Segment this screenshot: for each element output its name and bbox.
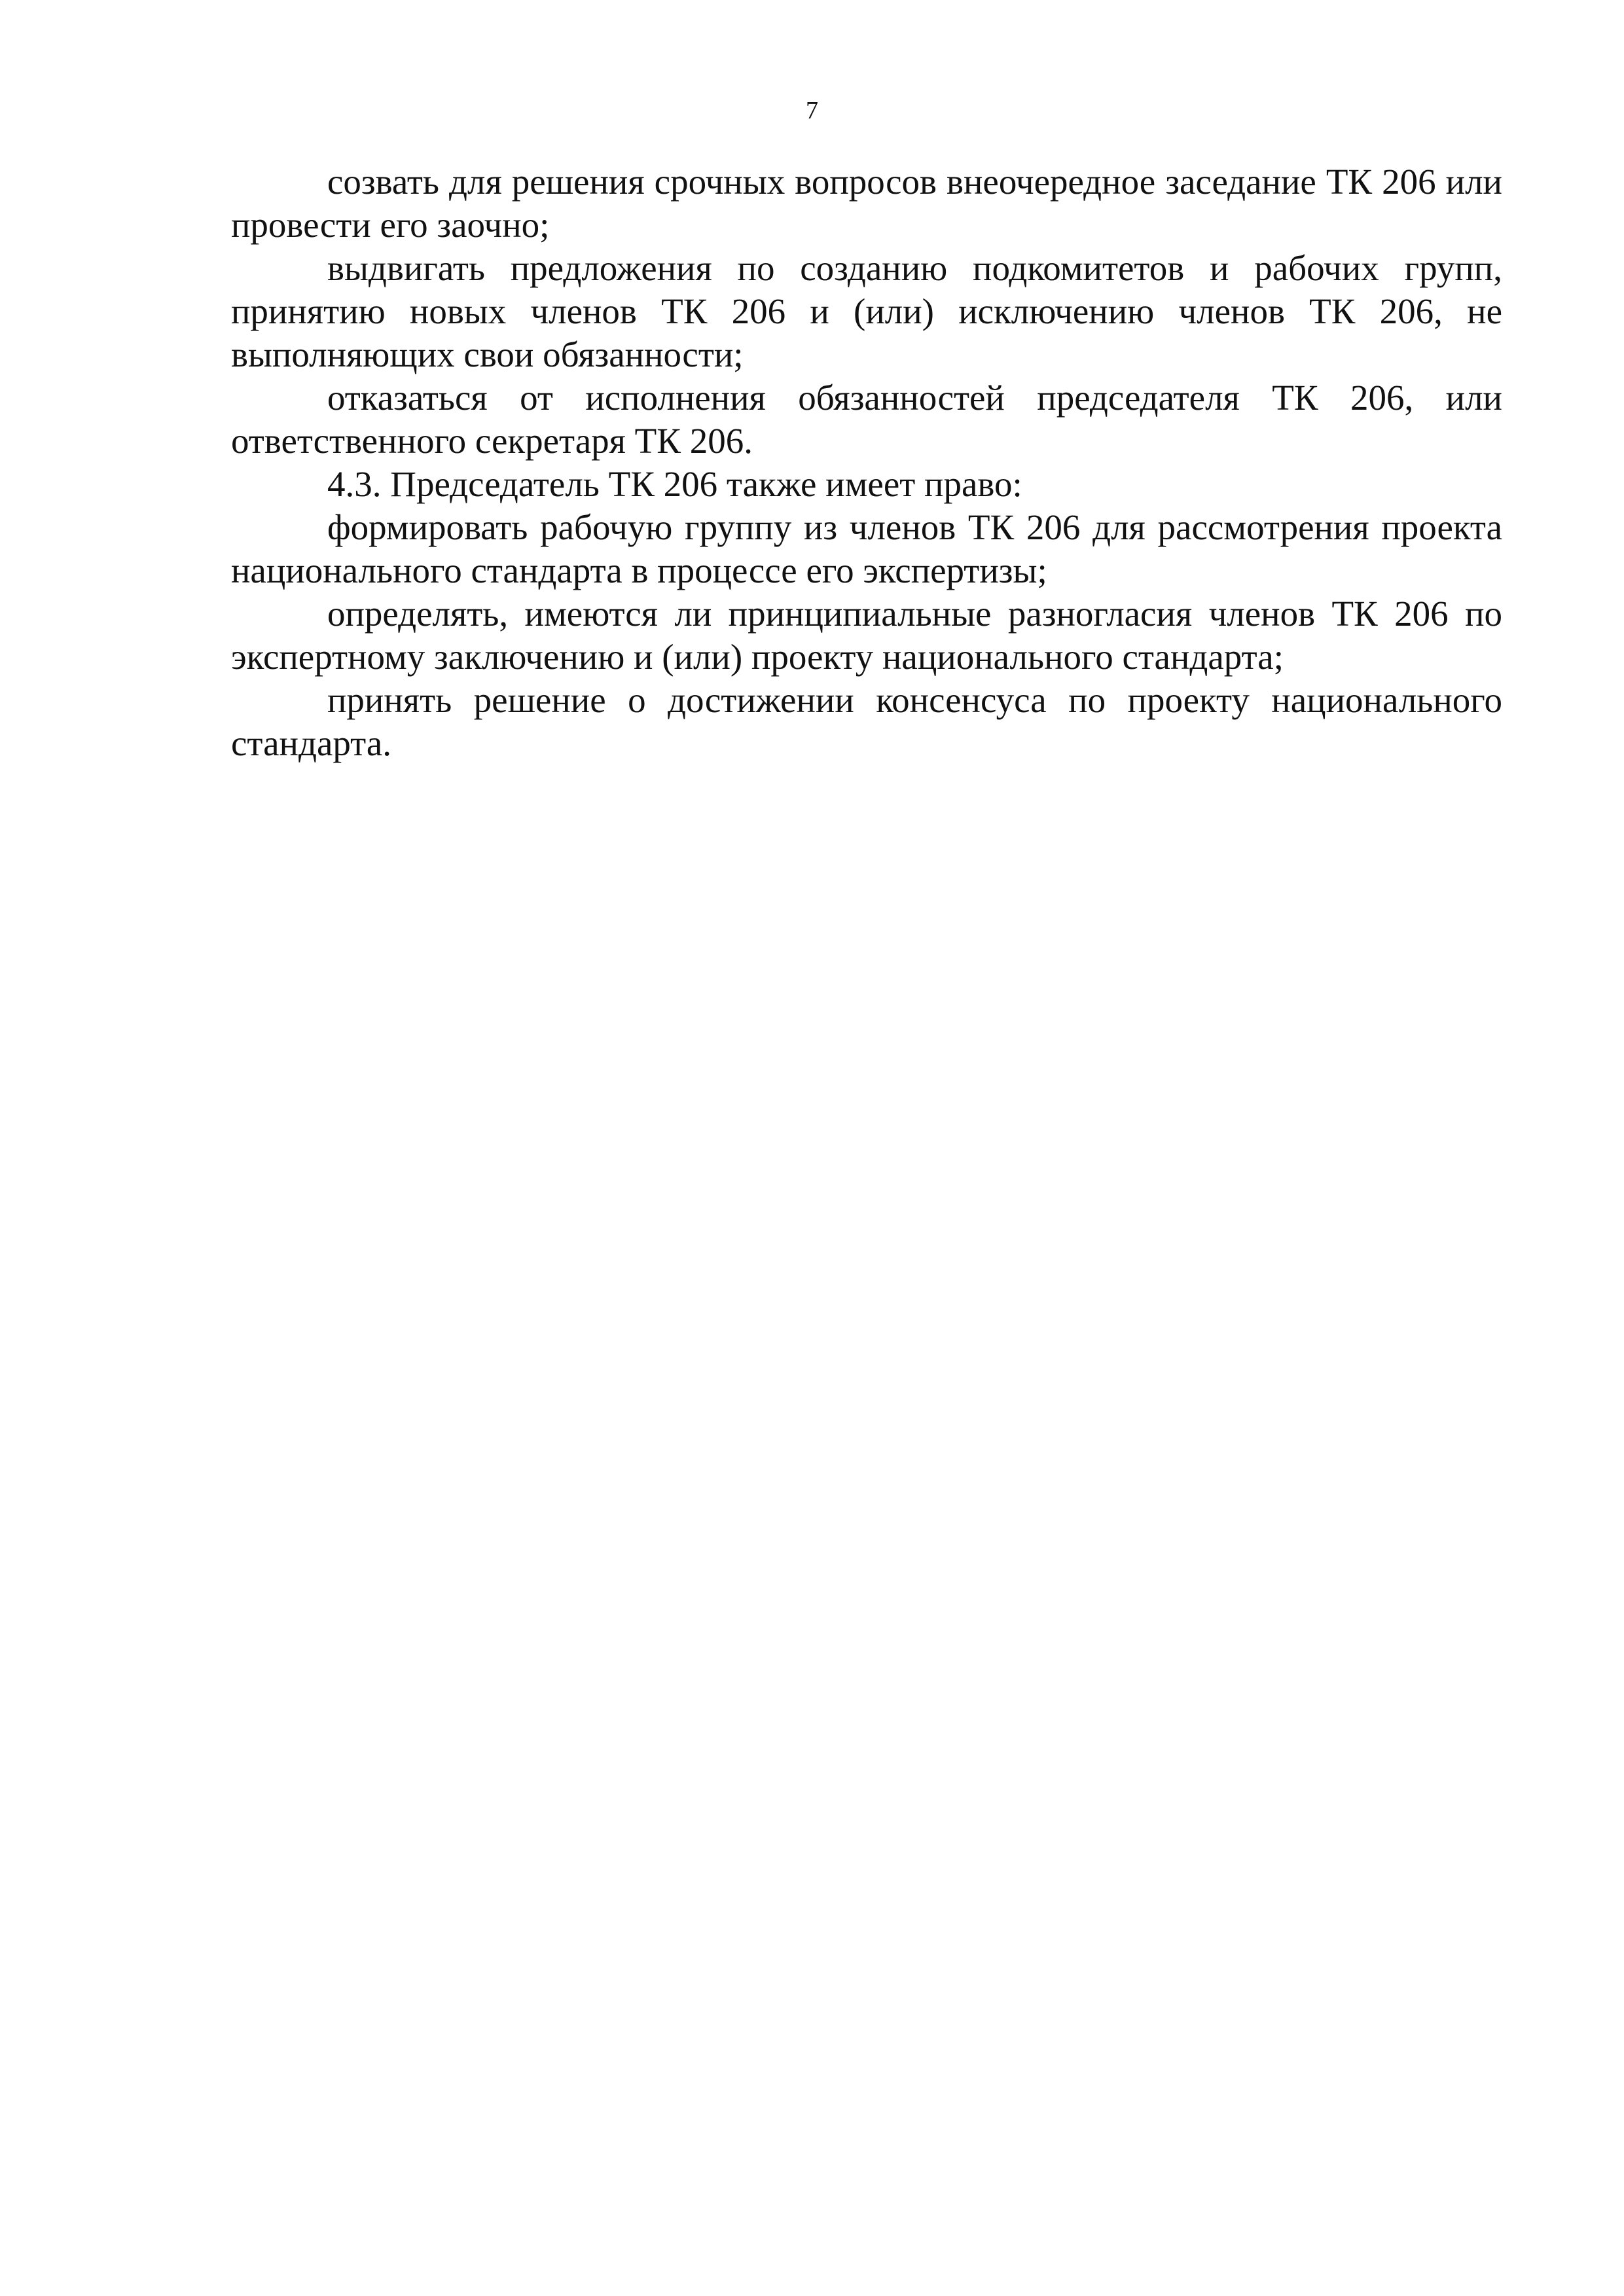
- paragraph-convene-meeting: созвать для решения срочных вопросов внеочередное заседание ТК 206 или провести его заочно;: [231, 162, 1502, 245]
- paragraph-chair-rights-heading: 4.3. Председатель ТК 206 также имеет право:: [327, 464, 1022, 504]
- paragraph-propose-subcommittees: выдвигать предложения по созданию подкомитетов и рабочих групп, принятию новых членов ТК 206 и (или) исключению членов ТК 206, не выполняющих свои обязанности;: [231, 248, 1502, 374]
- paragraph-determine-disagreements: определять, имеются ли принципиальные разногласия членов ТК 206 по экспертному заключению и (или) проекту национального стандарта;: [231, 594, 1502, 677]
- paragraph-refuse-duties: отказаться от исполнения обязанностей председателя ТК 206, или ответственного секретаря ТК 206.: [231, 378, 1502, 461]
- document-body: [231, 160, 1502, 765]
- page-number: 7: [806, 97, 818, 124]
- paragraph-form-working-group: формировать рабочую группу из членов ТК 206 для рассмотрения проекта национального стандарта в процессе его экспертизы;: [231, 507, 1502, 590]
- paragraph-consensus-decision: принять решение о достижении консенсуса по проекту национального стандарта.: [231, 680, 1502, 763]
